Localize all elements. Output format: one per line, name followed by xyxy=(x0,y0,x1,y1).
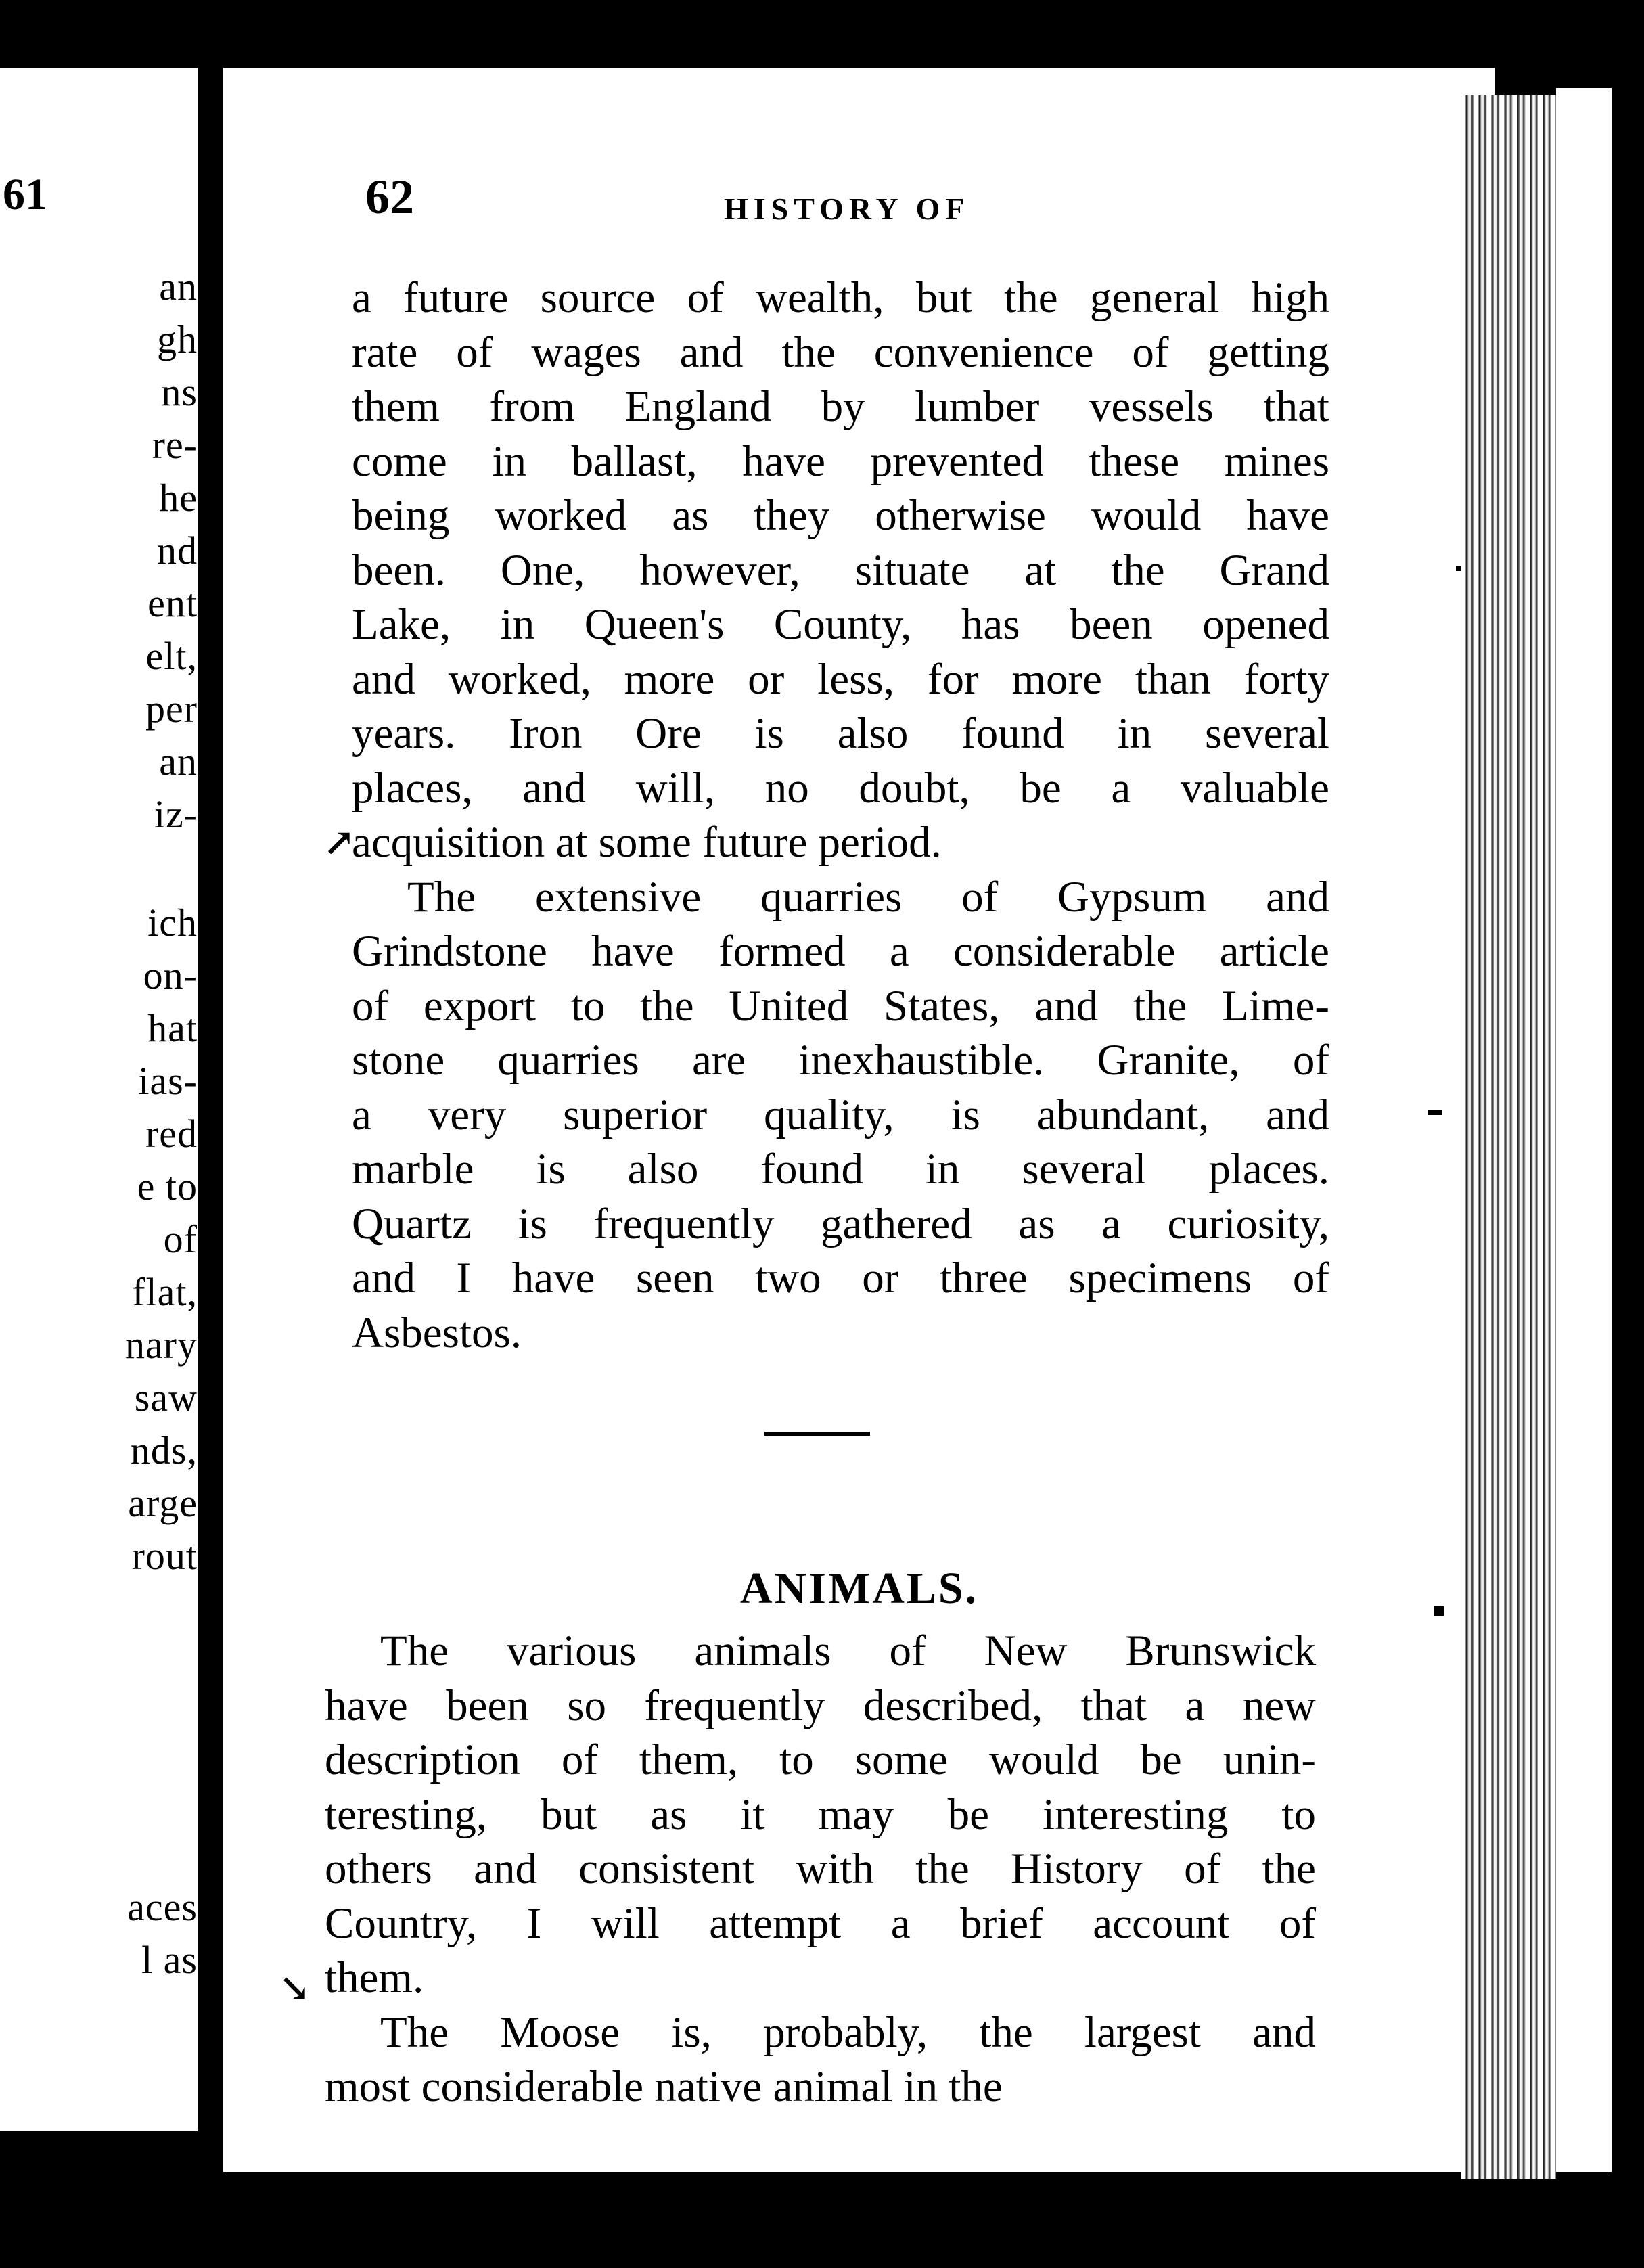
text-line: years. Iron Ore is also found in several xyxy=(352,709,1329,758)
text-line: places, and will, no doubt, be a valuable xyxy=(352,763,1329,813)
text-line: rate of wages and the convenience of getting xyxy=(352,327,1329,377)
text-line: acquisition at some future period. xyxy=(352,818,942,867)
text-line: a future source of wealth, but the general high xyxy=(352,273,1329,322)
section-heading: ANIMALS. xyxy=(739,1564,979,1613)
text-line: have been so frequently described, that a new xyxy=(325,1681,1316,1730)
previous-page-line-fragment: flat, xyxy=(132,1270,198,1314)
text-line: of export to the United States, and the Lime- xyxy=(352,981,1329,1030)
text-line: them from England by lumber vessels that xyxy=(352,382,1329,431)
text-line: teresting, but as it may be interesting to xyxy=(325,1790,1316,1839)
page-edge-margin xyxy=(1556,88,1612,2172)
previous-page-line-fragment: rout xyxy=(131,1534,198,1578)
text-line: The various animals of New Brunswick xyxy=(380,1627,1316,1675)
paragraph-moose xyxy=(325,2005,1316,2114)
text-line: most considerable native animal in the xyxy=(325,2062,1003,2111)
text-line: and I have seen two or three specimens of xyxy=(352,1254,1329,1302)
previous-page-line-fragment: nds, xyxy=(130,1428,198,1472)
text-line: a very superior quality, is abundant, and xyxy=(352,1090,1329,1139)
previous-page-line-fragment: ich xyxy=(147,901,198,945)
book-spine-gutter xyxy=(198,61,223,2145)
previous-page-line-fragment: red xyxy=(145,1112,198,1156)
paragraph-minerals xyxy=(352,271,1329,870)
previous-page-line-fragment: e to xyxy=(137,1164,198,1208)
previous-page-line-fragment: re- xyxy=(152,423,198,467)
previous-page-line-fragment: elt, xyxy=(145,634,198,678)
ink-speck xyxy=(1434,1606,1444,1616)
previous-page-line-fragment: ent xyxy=(147,581,198,625)
running-head: HISTORY OF xyxy=(724,191,970,226)
text-line: description of them, to some would be unin- xyxy=(325,1736,1316,1784)
text-line: The extensive quarries of Gypsum and xyxy=(407,872,1329,922)
text-line: Asbestos. xyxy=(352,1308,522,1357)
main-text-block xyxy=(352,271,1329,1360)
previous-page-line-fragment: he xyxy=(159,476,198,520)
text-line: The Moose is, probably, the largest and xyxy=(380,2008,1316,2057)
previous-page-line-fragment: nary xyxy=(124,1323,198,1367)
previous-page-line-fragment: nd xyxy=(157,528,198,572)
text-line: Country, I will attempt a brief account of xyxy=(325,1899,1316,1948)
text-line: being worked as they otherwise would have xyxy=(352,491,1329,540)
previous-page-line-fragment: iz- xyxy=(154,792,198,836)
previous-page-line-fragment: on- xyxy=(143,953,198,997)
animals-text-block xyxy=(325,1624,1316,2114)
previous-page-line-fragment: ns xyxy=(161,370,198,414)
previous-page-line-fragment: hat xyxy=(147,1006,198,1050)
text-line: Lake, in Queen's County, has been opened xyxy=(352,600,1329,649)
previous-page-line-fragment: aces xyxy=(127,1885,198,1929)
previous-page-line-fragment: gh xyxy=(157,317,198,361)
previous-page-line-fragment: arge xyxy=(128,1481,198,1525)
previous-page-line-fragment: saw xyxy=(134,1376,198,1420)
margin-arrow-up-icon: ↗ xyxy=(323,822,355,864)
book-page xyxy=(223,68,1495,2172)
previous-page-line-fragment: an xyxy=(159,740,198,784)
margin-arrow-down-icon: ↘ xyxy=(279,1968,311,2010)
text-line: come in ballast, have prevented these mines xyxy=(352,436,1329,486)
text-line: and worked, more or less, for more than forty xyxy=(352,654,1329,704)
section-divider-rule xyxy=(764,1432,870,1436)
previous-page-line-fragment: per xyxy=(145,687,198,731)
text-line: Grindstone have formed a considerable article xyxy=(352,927,1329,976)
text-line: stone quarries are inexhaustible. Granite, of xyxy=(352,1036,1329,1085)
text-line: others and consistent with the History of the xyxy=(325,1844,1316,1893)
page-edge-stack xyxy=(1461,95,1556,2179)
text-line: marble is also found in several places. xyxy=(352,1145,1329,1194)
previous-page-line-fragment: an xyxy=(159,265,198,309)
paragraph-quarries xyxy=(352,870,1329,1361)
page-number: 62 xyxy=(365,170,414,224)
text-line: them. xyxy=(325,1953,424,2002)
previous-page-number: 61 xyxy=(3,170,47,219)
previous-page-line-fragment: ias- xyxy=(138,1059,198,1103)
previous-page-line-fragment: l as xyxy=(141,1938,198,1982)
ink-speck xyxy=(1428,1110,1442,1115)
text-line: Quartz is frequently gathered as a curiosity, xyxy=(352,1199,1329,1248)
paragraph-animals-intro xyxy=(325,1624,1316,2005)
previous-page-line-fragment: of xyxy=(163,1217,198,1261)
previous-page-fragment xyxy=(0,68,198,2131)
text-line: been. One, however, situate at the Grand xyxy=(352,545,1329,595)
